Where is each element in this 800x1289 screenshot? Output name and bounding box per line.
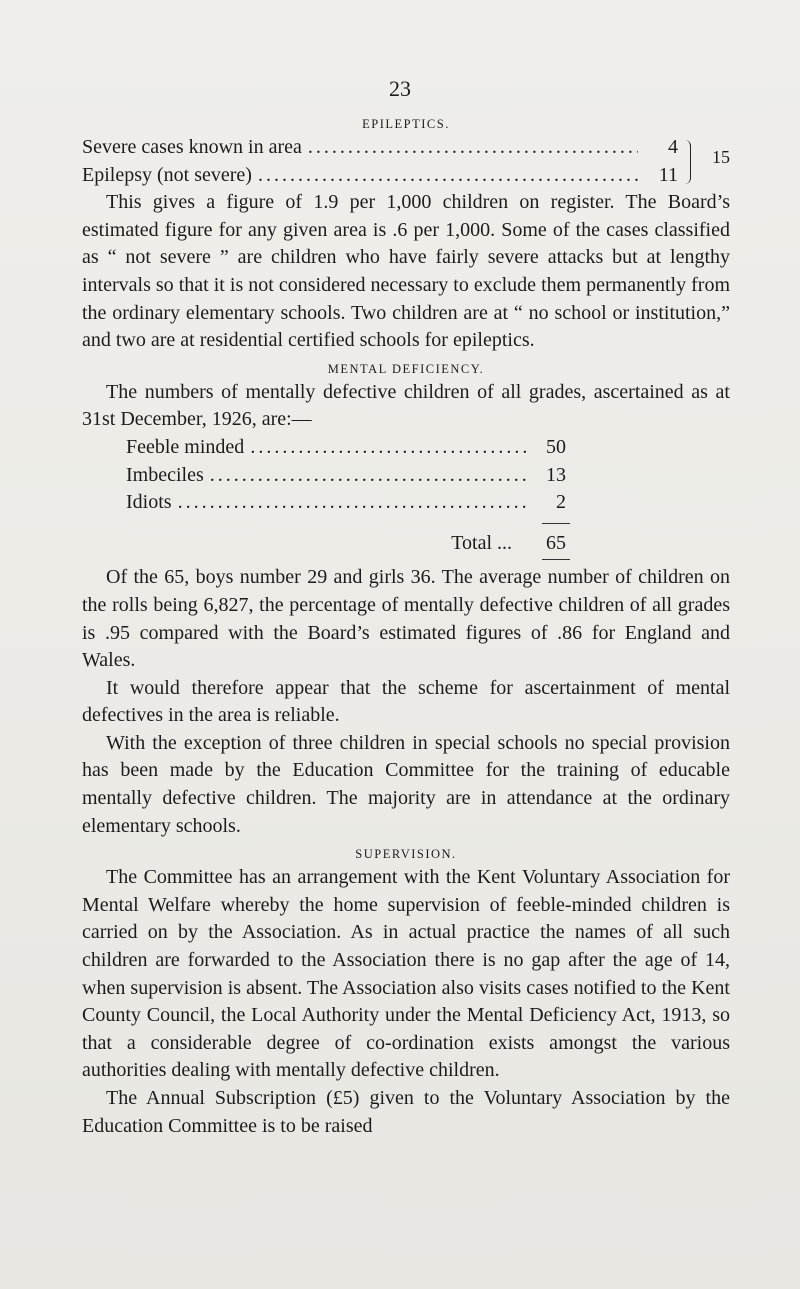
brace-bracket bbox=[684, 140, 691, 184]
paragraph: It would therefore appear that the scheme for ascertainment of mental defectives in the area is reliable. bbox=[82, 676, 730, 727]
leader-dots bbox=[302, 134, 638, 162]
row-label: Imbeciles bbox=[126, 463, 204, 486]
total-label: Total ... bbox=[451, 531, 512, 554]
row-value: 2 bbox=[556, 491, 566, 514]
row-label: Severe cases known in area bbox=[82, 136, 302, 158]
row-label: Epilepsy (not severe) bbox=[82, 163, 252, 186]
mental-deficiency-intro: The numbers of mentally defective children of all grades, ascertained as at 31st December, 1926, are:— bbox=[82, 380, 730, 431]
paragraph: The Annual Subscription (£5) given to the Voluntary Association by the Education Committee is to be raised bbox=[82, 1087, 730, 1137]
brace-total: 15 bbox=[712, 147, 730, 167]
mental-deficiency-table bbox=[82, 434, 730, 560]
page-number: 23 bbox=[389, 76, 411, 101]
divider bbox=[542, 559, 570, 560]
epileptics-paragraph: This gives a figure of 1.9 per 1,000 children on register. The Board’s estimated figure for any given area is .6 per 1,000. Some of the cases classified as “ not severe ” are children who have fairly severe attacks but at lengthy intervals so that it is not considered necessary to exclude them permanently from the ordinary elementary schools. Two children are at “ no school or institution,” and two are at residential certified schools for epileptics. bbox=[82, 191, 730, 352]
total-value: 65 bbox=[546, 531, 566, 554]
mental-deficiency-heading: MENTAL DEFICIENCY. bbox=[327, 361, 485, 376]
divider bbox=[542, 523, 570, 524]
paragraph: With the exception of three children in special schools no special provision has been made by the Education Committee for the training of educable mentally defective children. The majority are in attendance at the ordinary elementary schools. bbox=[82, 731, 730, 837]
leader-dots bbox=[204, 462, 530, 490]
table-row bbox=[82, 134, 678, 162]
leader-dots bbox=[172, 489, 530, 517]
epileptics-heading: EPILEPTICS. bbox=[362, 117, 450, 131]
row-value: 13 bbox=[546, 463, 566, 486]
epileptics-section bbox=[82, 114, 730, 1140]
table-row bbox=[126, 462, 566, 490]
row-label: Idiots bbox=[126, 491, 172, 514]
paragraph: Of the 65, boys number 29 and girls 36. The average number of children on the rolls being 6,827, the percentage of mentally defective children of all grades is .95 compared with the Board’s estimated figures of .86 for England and Wales. bbox=[82, 566, 730, 672]
row-value: 4 bbox=[668, 136, 678, 158]
supervision-heading: SUPERVISION. bbox=[355, 847, 457, 862]
paragraph: The Committee has an arrangement with the Kent Voluntary Association for Mental Welfare whereby the home supervision of feeble-minded children is carried on by the Association. As in actual practice the names of all such children are forwarded to the Association there is no gap after the age of 14, when supervision is absent. The Association also visits cases notified to the Kent County Council, the Local Authority under the Mental Deficiency Act, 1913, so that a considerable degree of co-ordination exists amongst the various authorities dealing with mentally defective children. bbox=[82, 866, 730, 1082]
table-row bbox=[126, 434, 566, 462]
leader-dots bbox=[252, 162, 638, 190]
row-value: 11 bbox=[658, 163, 678, 186]
table-row bbox=[82, 162, 678, 190]
table-row bbox=[126, 489, 566, 517]
total-row bbox=[126, 530, 566, 558]
epileptics-table bbox=[82, 134, 730, 189]
leader-dots bbox=[244, 434, 530, 462]
row-label: Feeble minded bbox=[126, 435, 245, 458]
row-value: 50 bbox=[546, 435, 566, 458]
